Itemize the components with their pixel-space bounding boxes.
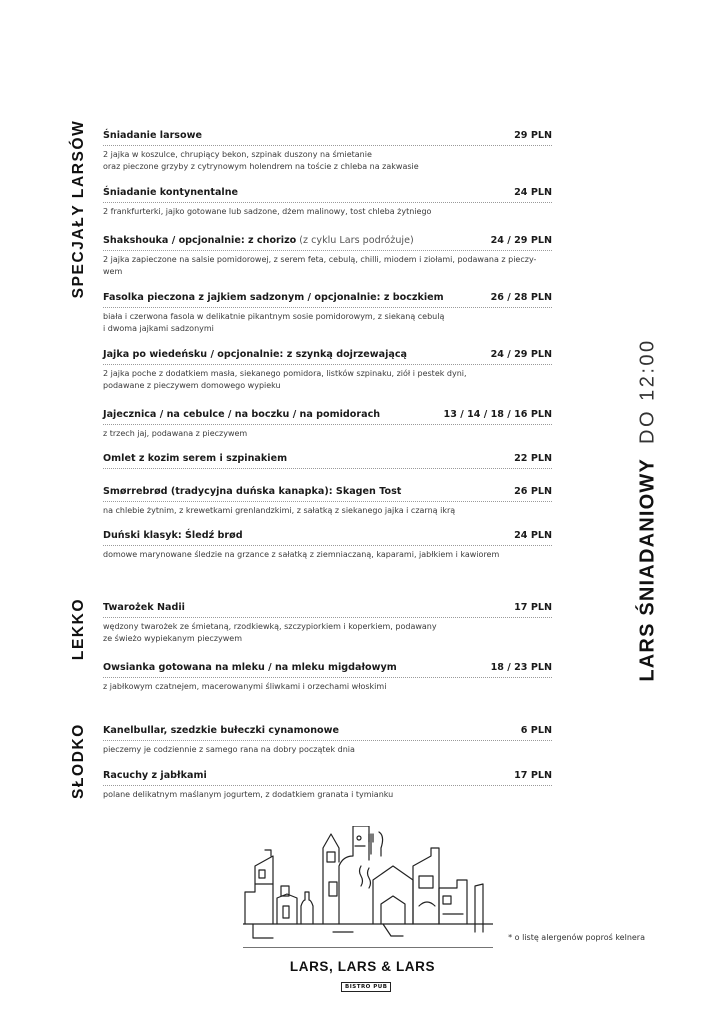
item-price: 22 PLN xyxy=(514,453,552,464)
item-price: 26 PLN xyxy=(514,486,552,497)
menu-item xyxy=(103,349,552,392)
menu-title-time: DO 12:00 xyxy=(636,338,659,444)
item-name: Fasolka pieczona z jajkiem sadzonym / opcjonalnie: z boczkiem xyxy=(103,292,444,303)
item-description: pieczemy je codziennie z samego rana na dobry początek dnia xyxy=(103,745,355,754)
item-name: Śniadanie larsowe xyxy=(103,130,202,141)
allergen-note: * o listę alergenów poproś kelnera xyxy=(508,933,645,942)
item-description: domowe marynowane śledzie na grzance z sałatką z ziemniaczaną, kaparami, jabłkiem i kawiorem xyxy=(103,550,500,559)
item-price: 24 PLN xyxy=(514,530,552,541)
item-name: Jajecznica / na cebulce / na boczku / na pomidorach xyxy=(103,409,381,420)
menu-item xyxy=(103,602,552,645)
item-description: na chlebie żytnim, z krewetkami grenlandzkimi, z sałatką z siekanego jajka i czarną ikrą xyxy=(103,506,456,515)
item-description: 2 jajka zapieczone na salsie pomidorowej, z serem feta, cebulą, chilli, miodem i ziołami, podawana z pieczy- wem xyxy=(103,255,537,276)
menu-item xyxy=(103,486,552,517)
brand-logo-text: LARS, LARS & LARS xyxy=(289,959,436,974)
item-name: Jajka po wiedeńsku / opcjonalnie: z szynką dojrzewającą xyxy=(103,349,408,360)
section-label-specials: SPECJAŁY LARSÓW xyxy=(70,119,87,299)
item-description: 2 frankfurterki, jajko gotowane lub sadzone, dżem malinowy, tost chleba żytniego xyxy=(103,207,432,216)
item-description: z trzech jaj, podawana z pieczywem xyxy=(103,429,248,438)
item-price: 13 / 14 / 18 / 16 PLN xyxy=(443,409,552,420)
menu-item xyxy=(103,662,552,693)
item-description: polane delikatnym maślanym jogurtem, z dodatkiem granata i tymianku xyxy=(103,790,394,799)
item-price: 24 / 29 PLN xyxy=(490,349,552,360)
menu-title xyxy=(637,338,660,681)
menu-item xyxy=(103,235,552,278)
item-name: Twarożek Nadii xyxy=(103,602,185,613)
brand-subtitle: BISTRO PUB xyxy=(341,982,391,992)
item-price: 24 PLN xyxy=(514,187,552,198)
item-description: z jabłkowym czatnejem, macerowanymi śliwkami i orzechami włoskimi xyxy=(103,682,387,691)
item-name: Kanelbullar, szedzkie bułeczki cynamonowe xyxy=(103,725,340,736)
item-name-note: (z cyklu Lars podróżuje) xyxy=(296,235,414,246)
cityscape-illustration xyxy=(243,826,493,948)
item-price: 6 PLN xyxy=(520,725,552,736)
menu-item xyxy=(103,725,552,756)
section-label-sweet: SŁODKO xyxy=(70,723,87,799)
menu-item xyxy=(103,409,552,440)
item-price: 17 PLN xyxy=(514,770,552,781)
item-description: 2 jajka poche z dodatkiem masła, siekanego pomidora, listków szpinaku, ziół i pestek dyni, podawane z pieczywem domowego wypieku xyxy=(103,369,467,390)
section-label-light: LEKKO xyxy=(70,597,87,661)
item-price: 17 PLN xyxy=(514,602,552,613)
item-price: 18 / 23 PLN xyxy=(490,662,552,673)
item-name: Śniadanie kontynentalne xyxy=(103,187,239,198)
item-price: 29 PLN xyxy=(514,130,552,141)
menu-item xyxy=(103,292,552,335)
item-name: Owsianka gotowana na mleku / na mleku migdałowym xyxy=(103,662,397,673)
menu-item xyxy=(103,530,552,561)
menu-item xyxy=(103,453,552,469)
item-price: 24 / 29 PLN xyxy=(490,235,552,246)
item-name: Racuchy z jabłkami xyxy=(103,770,207,781)
item-name: Omlet z kozim serem i szpinakiem xyxy=(103,453,288,464)
item-description: 2 jajka w koszulce, chrupiący bekon, szpinak duszony na śmietanie oraz pieczone grzyby z cytrynowym holendrem na toście z chleba na zakwasie xyxy=(103,150,419,171)
menu-title-main: LARS ŚNIADANIOWY xyxy=(636,457,659,682)
item-description: biała i czerwona fasola w delikatnie pikantnym sosie pomidorowym, z siekaną cebulą i dwoma jajkami sadzonymi xyxy=(103,312,445,333)
menu-item xyxy=(103,187,552,218)
menu-item xyxy=(103,130,552,173)
item-name: Smørrebrød (tradycyjna duńska kanapka): Skagen Tost xyxy=(103,486,402,497)
item-name: Duński klasyk: Śledź brød xyxy=(103,530,243,541)
item-name: Shakshouka / opcjonalnie: z chorizo (z cyklu Lars podróżuje) xyxy=(103,235,414,246)
item-description: wędzony twarożek ze śmietaną, rzodkiewką, szczypiorkiem i koperkiem, podawany ze świeżo wypiekanym pieczywem xyxy=(103,622,437,643)
item-price: 26 / 28 PLN xyxy=(490,292,552,303)
menu-item xyxy=(103,770,552,801)
